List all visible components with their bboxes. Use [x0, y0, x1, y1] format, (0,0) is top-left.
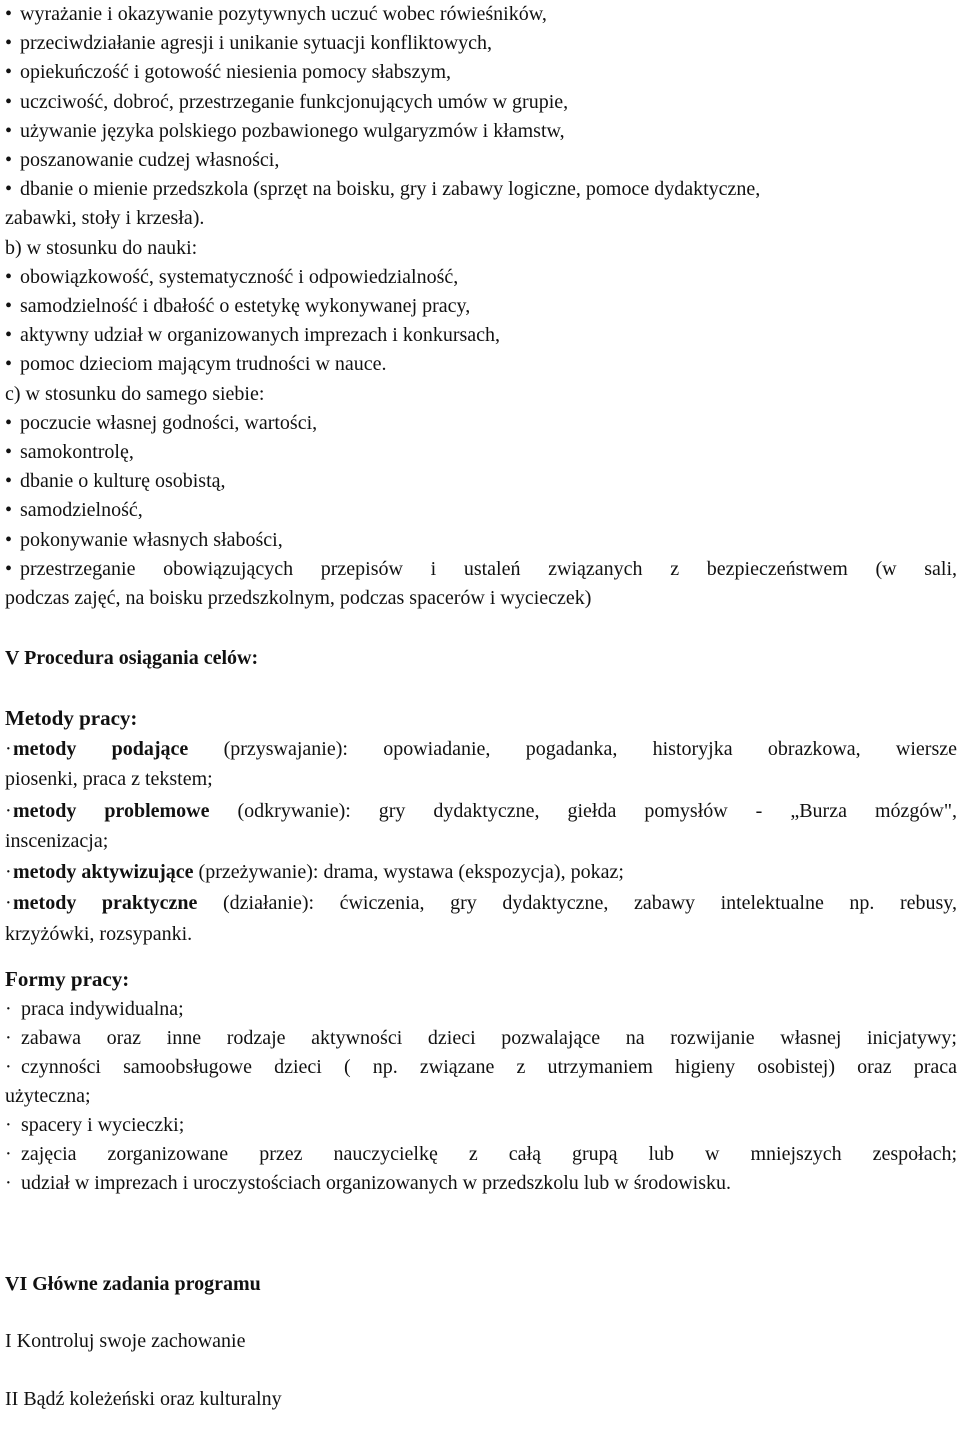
form-item: · praca indywidualna; — [5, 995, 957, 1024]
method-item-continuation: krzyżówki, rozsypanki. — [5, 923, 193, 945]
dot-icon: · — [5, 892, 12, 914]
bullet-icon: • — [5, 324, 13, 346]
task-item: II Bądź koleżeński oraz kulturalny — [5, 1388, 282, 1410]
method-item: ·metody praktyczne (działanie): ćwiczenia, gry dydaktyczne, zabawy intelektualne np. rebusy, — [5, 889, 957, 918]
form-item: · zabawa oraz inne rodzaje aktywności dzieci pozwalające na rozwijanie własnej inicjatywy; — [5, 1024, 957, 1053]
list-item: • samodzielność, — [5, 496, 957, 525]
dot-icon: · — [5, 1143, 12, 1165]
bullet-icon: • — [5, 470, 13, 492]
bullet-icon: • — [5, 178, 13, 200]
dot-icon: · — [5, 1027, 12, 1049]
form-item: · udział w imprezach i uroczystościach organizowanych w przedszkolu lub w środowisku. — [5, 1169, 957, 1198]
bullet-icon: • — [5, 32, 13, 54]
methods-heading: Metody pracy: — [5, 706, 138, 730]
section-v-heading: V Procedura osiągania celów: — [5, 647, 259, 669]
form-item: · czynności samoobsługowe dzieci ( np. związane z utrzymaniem higieny osobistej) oraz praca — [5, 1053, 957, 1082]
bullet-icon: • — [5, 3, 13, 25]
bullet-icon: • — [5, 295, 13, 317]
list-item: • pokonywanie własnych słabości, — [5, 526, 957, 555]
list-item: • opiekuńczość i gotowość niesienia pomocy słabszym, — [5, 58, 957, 87]
list-item: • poszanowanie cudzej własności, — [5, 146, 957, 175]
list-item: • uczciwość, dobroć, przestrzeganie funkcjonujących umów w grupie, — [5, 88, 957, 117]
list-item: • wyrażanie i okazywanie pozytywnych uczuć wobec rówieśników, — [5, 0, 957, 29]
dot-icon: · — [5, 998, 12, 1020]
section-c-title: c) w stosunku do samego siebie: — [5, 383, 265, 405]
list-item-continuation: podczas zajęć, na boisku przedszkolnym, podczas spacerów i wycieczek) — [5, 587, 592, 609]
dot-icon: · — [5, 1172, 12, 1194]
forms-heading: Formy pracy: — [5, 967, 130, 991]
method-item: ·metody podające (przyswajanie): opowiadanie, pogadanka, historyjka obrazkowa, wiersze — [5, 735, 957, 764]
bullet-icon: • — [5, 558, 13, 580]
bullet-icon: • — [5, 529, 13, 551]
bullet-icon: • — [5, 149, 13, 171]
bullet-icon: • — [5, 266, 13, 288]
dot-icon: · — [5, 738, 12, 760]
list-item: • obowiązkowość, systematyczność i odpowiedzialność, — [5, 263, 957, 292]
list-item: • dbanie o mienie przedszkola (sprzęt na boisku, gry i zabawy logiczne, pomoce dydaktyczne, — [5, 175, 957, 204]
list-item: • używanie języka polskiego pozbawionego wulgaryzmów i kłamstw, — [5, 117, 957, 146]
bullet-icon: • — [5, 353, 13, 375]
list-item: • pomoc dzieciom mającym trudności w nauce. — [5, 350, 957, 379]
dot-icon: · — [5, 861, 12, 883]
list-item: • poczucie własnej godności, wartości, — [5, 409, 957, 438]
method-item: ·metody problemowe (odkrywanie): gry dydaktyczne, giełda pomysłów - „Burza mózgów", — [5, 797, 957, 826]
method-item-continuation: inscenizacja; — [5, 830, 109, 852]
dot-icon: · — [5, 1114, 12, 1136]
form-item: · zajęcia zorganizowane przez nauczycielkę z całą grupą lub w mniejszych zespołach; — [5, 1140, 957, 1169]
form-item: · spacery i wycieczki; — [5, 1111, 957, 1140]
bullet-icon: • — [5, 441, 13, 463]
bullet-icon: • — [5, 499, 13, 521]
bullet-icon: • — [5, 120, 13, 142]
list-item-continuation: zabawki, stoły i krzesła). — [5, 207, 205, 229]
dot-icon: · — [5, 1056, 12, 1078]
list-item: • dbanie o kulturę osobistą, — [5, 467, 957, 496]
form-item-continuation: użyteczna; — [5, 1085, 91, 1107]
dot-icon: · — [5, 800, 12, 822]
list-item: • samokontrolę, — [5, 438, 957, 467]
bullet-icon: • — [5, 91, 13, 113]
bullet-icon: • — [5, 61, 13, 83]
method-item-continuation: piosenki, praca z tekstem; — [5, 768, 213, 790]
list-item: • samodzielność i dbałość o estetykę wykonywanej pracy, — [5, 292, 957, 321]
section-b-title: b) w stosunku do nauki: — [5, 237, 198, 259]
list-item: • przeciwdziałanie agresji i unikanie sytuacji konfliktowych, — [5, 29, 957, 58]
list-item: • przestrzeganie obowiązujących przepisów i ustaleń związanych z bezpieczeństwem (w sali, — [5, 555, 957, 584]
bullet-icon: • — [5, 412, 13, 434]
section-vi-heading: VI Główne zadania programu — [5, 1273, 261, 1295]
method-item: ·metody aktywizujące (przeżywanie): drama, wystawa (ekspozycja), pokaz; — [5, 858, 957, 887]
task-item: I Kontroluj swoje zachowanie — [5, 1330, 246, 1352]
list-item: • aktywny udział w organizowanych imprezach i konkursach, — [5, 321, 957, 350]
